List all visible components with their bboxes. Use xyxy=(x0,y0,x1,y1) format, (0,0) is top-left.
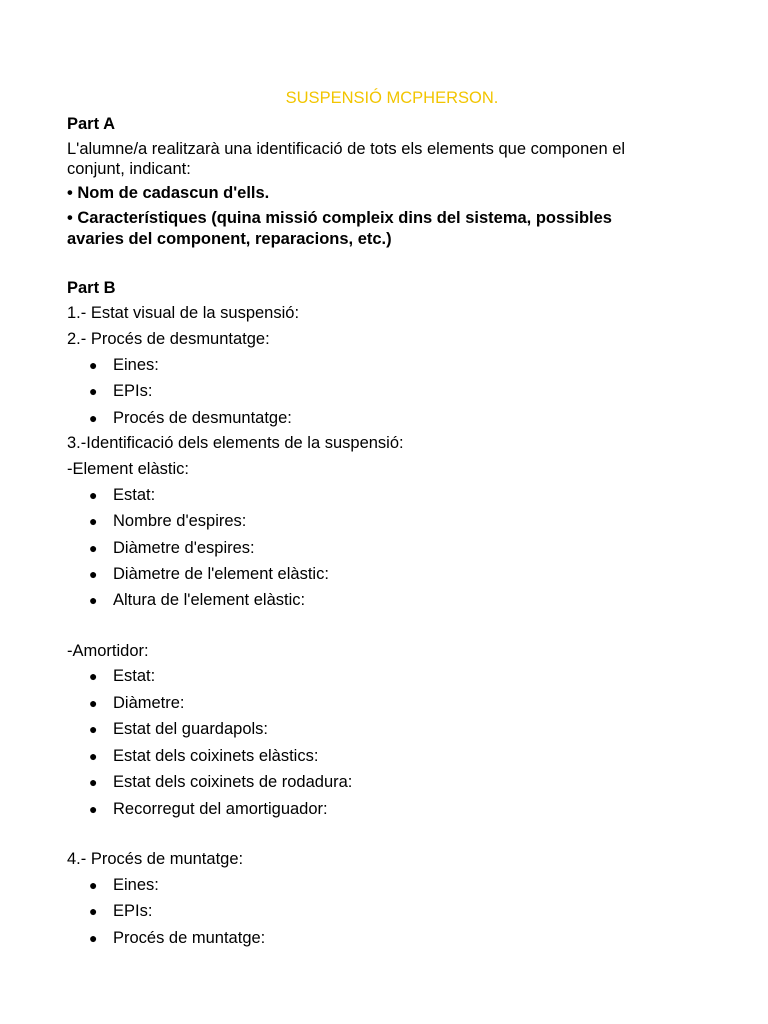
part-a-item-characteristics-line-1: • Característiques (quina missió compleix dins del sistema, possibles xyxy=(67,209,612,227)
list-item: ● Eines: xyxy=(89,876,159,894)
bullet-icon: ● xyxy=(89,695,98,711)
part-b-heading: Part B xyxy=(67,279,116,297)
list-item: ● Estat del guardapols: xyxy=(89,720,269,738)
part-a-item-characteristics-line-2: avaries del component, reparacions, etc.) xyxy=(67,230,392,248)
bullet-icon: ● xyxy=(89,357,98,373)
list-item: ● Estat: xyxy=(89,486,156,504)
bullet-icon: ● xyxy=(89,540,98,556)
bullet-icon: ● xyxy=(89,774,98,790)
list-item: ● EPIs: xyxy=(89,382,153,400)
list-item: ● Diàmetre d'espires: xyxy=(89,539,255,557)
part-a-item-name: • Nom de cadascun d'ells. xyxy=(67,184,270,202)
list-item: ● Estat dels coixinets elàstics: xyxy=(89,747,319,765)
bullet-icon: ● xyxy=(89,410,98,426)
list-item: ● Estat dels coixinets de rodadura: xyxy=(89,773,353,791)
list-item: ● EPIs: xyxy=(89,902,153,920)
part-a-heading: Part A xyxy=(67,115,115,133)
bullet-icon: ● xyxy=(89,801,98,817)
bullet-icon: ● xyxy=(89,383,98,399)
list-item: ● Procés de desmuntatge: xyxy=(89,409,292,427)
bullet-icon: ● xyxy=(89,566,98,582)
bullet-icon: ● xyxy=(89,721,98,737)
bullet-icon: ● xyxy=(89,668,98,684)
bullet-icon: ● xyxy=(89,877,98,893)
list-item: ● Procés de muntatge: xyxy=(89,929,266,947)
damper-heading: -Amortidor: xyxy=(67,642,149,660)
list-item: ● Recorregut del amortiguador: xyxy=(89,800,328,818)
bullet-icon: ● xyxy=(89,592,98,608)
part-a-intro-line-1: L'alumne/a realitzarà una identificació de tots els elements que componen el xyxy=(67,140,626,158)
elastic-element-heading: -Element elàstic: xyxy=(67,460,189,478)
document-title: SUSPENSIÓ MCPHERSON. xyxy=(285,89,499,107)
list-item: ● Estat: xyxy=(89,667,156,685)
bullet-icon: ● xyxy=(89,930,98,946)
part-b-step-4: 4.- Procés de muntatge: xyxy=(67,850,244,868)
part-b-step-1: 1.- Estat visual de la suspensió: xyxy=(67,304,300,322)
bullet-icon: ● xyxy=(89,748,98,764)
list-item: ● Diàmetre de l'element elàstic: xyxy=(89,565,329,583)
bullet-icon: ● xyxy=(89,487,98,503)
part-b-step-3: 3.-Identificació dels elements de la suspensió: xyxy=(67,434,404,452)
list-item: ● Diàmetre: xyxy=(89,694,185,712)
part-b-step-2: 2.- Procés de desmuntatge: xyxy=(67,330,270,348)
list-item: ● Eines: xyxy=(89,356,159,374)
list-item: ● Altura de l'element elàstic: xyxy=(89,591,306,609)
bullet-icon: ● xyxy=(89,903,98,919)
part-a-intro-line-2: conjunt, indicant: xyxy=(67,160,191,178)
bullet-icon: ● xyxy=(89,513,98,529)
list-item: ● Nombre d'espires: xyxy=(89,512,247,530)
